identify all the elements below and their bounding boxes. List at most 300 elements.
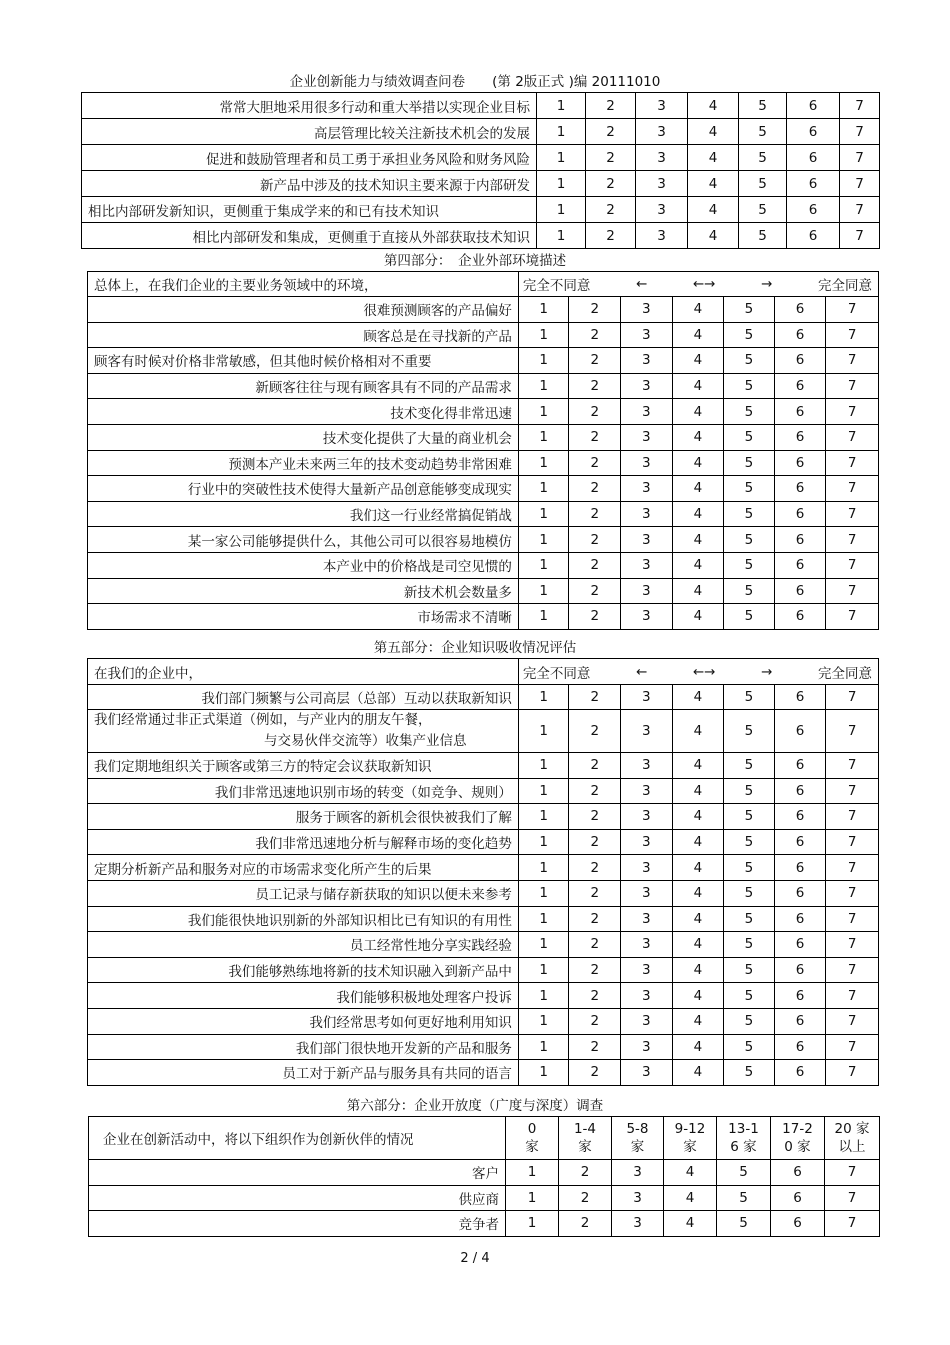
rating-option[interactable]: 7 bbox=[826, 1008, 879, 1034]
rating-option[interactable]: 3 bbox=[621, 710, 673, 753]
rating-option[interactable]: 6 bbox=[774, 829, 826, 855]
rating-option[interactable]: 6 bbox=[774, 373, 826, 399]
question-text: 新产品中涉及的技术知识主要来源于内部研发 bbox=[82, 171, 537, 197]
part6-table bbox=[88, 1116, 880, 1237]
rating-option[interactable]: 3 bbox=[621, 578, 673, 604]
rating-option[interactable]: 2 bbox=[569, 476, 621, 502]
rating-option[interactable]: 5 bbox=[724, 932, 775, 958]
rating-option[interactable]: 6 bbox=[774, 957, 826, 983]
rating-option[interactable]: 2 bbox=[569, 829, 621, 855]
rating-option[interactable]: 4 bbox=[672, 322, 724, 348]
rating-option[interactable]: 3 bbox=[612, 1160, 664, 1186]
rating-option[interactable]: 6 bbox=[787, 171, 840, 197]
rating-option[interactable]: 1 bbox=[518, 829, 569, 855]
rating-option[interactable]: 7 bbox=[826, 1034, 879, 1060]
rating-option[interactable]: 5 bbox=[724, 578, 775, 604]
question-text: 我们能很快地识别新的外部知识相比已有知识的有用性 bbox=[88, 906, 519, 932]
rating-option[interactable]: 2 bbox=[569, 957, 621, 983]
rating-option[interactable]: 1 bbox=[518, 804, 569, 830]
arrow-both-icon: ←→ bbox=[692, 663, 716, 680]
rating-option[interactable]: 3 bbox=[621, 476, 673, 502]
rating-option[interactable]: 1 bbox=[518, 373, 569, 399]
rating-option[interactable]: 7 bbox=[826, 527, 879, 553]
rating-option[interactable]: 1 bbox=[537, 223, 586, 249]
rating-option[interactable]: 7 bbox=[826, 399, 879, 425]
rating-option[interactable]: 3 bbox=[621, 906, 673, 932]
rating-option[interactable]: 4 bbox=[672, 957, 724, 983]
rating-option[interactable]: 3 bbox=[621, 778, 673, 804]
rating-option[interactable]: 2 bbox=[569, 983, 621, 1009]
rating-option[interactable]: 5 bbox=[739, 119, 787, 145]
rating-option[interactable]: 4 bbox=[664, 1185, 717, 1211]
question-text: 技术变化提供了大量的商业机会 bbox=[88, 424, 519, 450]
rating-option[interactable]: 6 bbox=[774, 578, 826, 604]
rating-option[interactable]: 2 bbox=[569, 527, 621, 553]
rating-option[interactable]: 1 bbox=[518, 527, 569, 553]
question-text: 促进和鼓励管理者和员工勇于承担业务风险和财务风险 bbox=[82, 145, 537, 171]
document-header: 企业创新能力与绩效调查问卷 (第 2版正式 )编 20111010 bbox=[289, 74, 661, 90]
rating-option[interactable]: 5 bbox=[724, 1034, 775, 1060]
rating-option[interactable]: 7 bbox=[826, 932, 879, 958]
question-row bbox=[88, 604, 879, 630]
rating-option[interactable]: 6 bbox=[774, 552, 826, 578]
rating-option[interactable]: 1 bbox=[518, 778, 569, 804]
rating-option[interactable]: 4 bbox=[672, 552, 724, 578]
rating-option[interactable]: 5 bbox=[724, 804, 775, 830]
question-row bbox=[88, 348, 879, 374]
rating-option[interactable]: 3 bbox=[621, 424, 673, 450]
rating-option[interactable]: 4 bbox=[672, 880, 724, 906]
rating-option[interactable]: 7 bbox=[825, 1211, 880, 1237]
rating-option[interactable]: 6 bbox=[774, 527, 826, 553]
question-row bbox=[88, 450, 879, 476]
rating-option[interactable]: 7 bbox=[826, 501, 879, 527]
rating-option[interactable]: 7 bbox=[826, 604, 879, 630]
rating-option[interactable]: 2 bbox=[569, 1008, 621, 1034]
rating-option[interactable]: 3 bbox=[621, 685, 673, 710]
rating-option[interactable]: 5 bbox=[739, 223, 787, 249]
rating-option[interactable]: 5 bbox=[724, 424, 775, 450]
rating-option[interactable]: 7 bbox=[840, 93, 880, 119]
rating-option[interactable]: 3 bbox=[636, 197, 688, 223]
rating-option[interactable]: 2 bbox=[586, 119, 636, 145]
rating-option[interactable]: 6 bbox=[787, 197, 840, 223]
rating-option[interactable]: 4 bbox=[688, 119, 739, 145]
rating-option[interactable]: 2 bbox=[569, 753, 621, 779]
rating-option[interactable]: 4 bbox=[664, 1211, 717, 1237]
rating-option[interactable]: 5 bbox=[724, 906, 775, 932]
question-text: 技术变化得非常迅速 bbox=[88, 399, 519, 425]
rating-option[interactable]: 5 bbox=[724, 527, 775, 553]
rating-option[interactable]: 3 bbox=[621, 373, 673, 399]
rating-option[interactable]: 7 bbox=[826, 855, 879, 881]
rating-option[interactable]: 2 bbox=[586, 197, 636, 223]
rating-option[interactable]: 6 bbox=[787, 93, 840, 119]
rating-option[interactable]: 1 bbox=[518, 983, 569, 1009]
rating-option[interactable]: 1 bbox=[518, 1034, 569, 1060]
rating-option[interactable]: 7 bbox=[826, 348, 879, 374]
rating-option[interactable]: 6 bbox=[774, 1060, 826, 1086]
question-row bbox=[88, 578, 879, 604]
part5-intro: 在我们的企业中， bbox=[88, 659, 519, 685]
rating-option[interactable]: 6 bbox=[774, 983, 826, 1009]
column-label-line: 20 家 bbox=[834, 1121, 870, 1137]
rating-option[interactable]: 2 bbox=[559, 1211, 612, 1237]
rating-option[interactable]: 5 bbox=[724, 450, 775, 476]
rating-option[interactable]: 2 bbox=[569, 604, 621, 630]
rating-option[interactable]: 6 bbox=[774, 855, 826, 881]
rating-option[interactable]: 1 bbox=[518, 1008, 569, 1034]
rating-option[interactable]: 6 bbox=[774, 1008, 826, 1034]
rating-option[interactable]: 5 bbox=[724, 297, 775, 323]
rating-option[interactable]: 6 bbox=[774, 778, 826, 804]
rating-option[interactable]: 4 bbox=[672, 527, 724, 553]
rating-option[interactable]: 6 bbox=[774, 932, 826, 958]
rating-option[interactable]: 7 bbox=[826, 578, 879, 604]
rating-option[interactable]: 5 bbox=[717, 1211, 771, 1237]
question-row bbox=[88, 753, 879, 779]
question-row bbox=[88, 322, 879, 348]
rating-option[interactable]: 1 bbox=[518, 685, 569, 710]
rating-option[interactable]: 1 bbox=[518, 348, 569, 374]
rating-option[interactable]: 7 bbox=[825, 1185, 880, 1211]
rating-option[interactable]: 1 bbox=[518, 906, 569, 932]
rating-option[interactable]: 3 bbox=[621, 983, 673, 1009]
rating-option[interactable]: 2 bbox=[559, 1185, 612, 1211]
rating-option[interactable]: 3 bbox=[621, 399, 673, 425]
rating-option[interactable]: 3 bbox=[636, 119, 688, 145]
rating-option[interactable]: 2 bbox=[569, 297, 621, 323]
rating-option[interactable]: 4 bbox=[672, 804, 724, 830]
rating-option[interactable]: 1 bbox=[518, 399, 569, 425]
rating-option[interactable]: 5 bbox=[724, 957, 775, 983]
rating-option[interactable]: 1 bbox=[518, 1060, 569, 1086]
rating-option[interactable]: 4 bbox=[672, 450, 724, 476]
rating-option[interactable]: 1 bbox=[537, 93, 586, 119]
rating-option[interactable]: 3 bbox=[621, 604, 673, 630]
rating-option[interactable]: 4 bbox=[672, 1060, 724, 1086]
rating-option[interactable]: 5 bbox=[724, 373, 775, 399]
rating-option[interactable]: 7 bbox=[826, 804, 879, 830]
rating-option[interactable]: 5 bbox=[724, 322, 775, 348]
question-text: 常常大胆地采用很多行动和重大举措以实现企业目标 bbox=[82, 93, 537, 119]
part4-title: 第四部分： 企业外部环境描述 bbox=[383, 253, 567, 269]
question-row bbox=[88, 527, 879, 553]
rating-option[interactable]: 2 bbox=[569, 1034, 621, 1060]
rating-option[interactable]: 6 bbox=[774, 685, 826, 710]
rating-option[interactable]: 2 bbox=[569, 1060, 621, 1086]
rating-option[interactable]: 3 bbox=[621, 753, 673, 779]
rating-option[interactable]: 6 bbox=[774, 753, 826, 779]
rating-option[interactable]: 5 bbox=[724, 1008, 775, 1034]
rating-option[interactable]: 2 bbox=[569, 424, 621, 450]
rating-option[interactable]: 6 bbox=[774, 297, 826, 323]
rating-option[interactable]: 1 bbox=[518, 476, 569, 502]
rating-option[interactable]: 3 bbox=[621, 1008, 673, 1034]
rating-option[interactable]: 2 bbox=[586, 171, 636, 197]
rating-option[interactable]: 6 bbox=[774, 880, 826, 906]
rating-option[interactable]: 2 bbox=[569, 348, 621, 374]
rating-option[interactable]: 3 bbox=[636, 171, 688, 197]
rating-option[interactable]: 3 bbox=[636, 145, 688, 171]
rating-option[interactable]: 7 bbox=[840, 145, 880, 171]
question-text: 员工经常性地分享实践经验 bbox=[88, 932, 519, 958]
rating-option[interactable]: 7 bbox=[840, 197, 880, 223]
column-label-line: 0 bbox=[527, 1121, 537, 1137]
rating-option[interactable]: 2 bbox=[586, 93, 636, 119]
rating-option[interactable]: 6 bbox=[774, 604, 826, 630]
rating-option[interactable]: 4 bbox=[672, 932, 724, 958]
rating-option[interactable]: 5 bbox=[717, 1160, 771, 1186]
rating-option[interactable]: 7 bbox=[825, 1160, 880, 1186]
rating-option[interactable]: 4 bbox=[672, 829, 724, 855]
rating-option[interactable]: 5 bbox=[724, 829, 775, 855]
rating-option[interactable]: 3 bbox=[621, 880, 673, 906]
rating-option[interactable]: 3 bbox=[612, 1211, 664, 1237]
rating-option[interactable]: 3 bbox=[621, 829, 673, 855]
rating-option[interactable]: 4 bbox=[672, 685, 724, 710]
rating-option[interactable]: 3 bbox=[621, 501, 673, 527]
rating-option[interactable]: 7 bbox=[826, 880, 879, 906]
rating-option[interactable]: 6 bbox=[771, 1211, 825, 1237]
rating-option[interactable]: 1 bbox=[537, 119, 586, 145]
rating-option[interactable]: 5 bbox=[724, 1060, 775, 1086]
rating-option[interactable]: 4 bbox=[688, 171, 739, 197]
rating-option[interactable]: 5 bbox=[717, 1185, 771, 1211]
rating-option[interactable]: 3 bbox=[636, 223, 688, 249]
rating-option[interactable]: 1 bbox=[518, 322, 569, 348]
rating-option[interactable]: 4 bbox=[672, 778, 724, 804]
rating-option[interactable]: 1 bbox=[506, 1211, 559, 1237]
rating-option[interactable]: 7 bbox=[826, 373, 879, 399]
rating-option[interactable]: 1 bbox=[518, 501, 569, 527]
rating-option[interactable]: 7 bbox=[826, 450, 879, 476]
rating-option[interactable]: 4 bbox=[672, 424, 724, 450]
rating-option[interactable]: 3 bbox=[621, 527, 673, 553]
question-row bbox=[88, 373, 879, 399]
rating-option[interactable]: 4 bbox=[672, 906, 724, 932]
rating-option[interactable]: 1 bbox=[518, 710, 569, 753]
question-text-line: 我们经常通过非正式渠道（例如，与产业内的朋友午餐， bbox=[94, 712, 432, 728]
rating-option[interactable]: 4 bbox=[672, 855, 724, 881]
rating-option[interactable]: 2 bbox=[569, 804, 621, 830]
rating-option[interactable]: 4 bbox=[672, 753, 724, 779]
rating-option[interactable]: 3 bbox=[612, 1185, 664, 1211]
rating-option[interactable]: 2 bbox=[569, 450, 621, 476]
rating-option[interactable]: 3 bbox=[621, 1034, 673, 1060]
rating-option[interactable]: 5 bbox=[739, 197, 787, 223]
rating-option[interactable]: 7 bbox=[826, 778, 879, 804]
rating-option[interactable]: 3 bbox=[621, 1060, 673, 1086]
rating-option[interactable]: 6 bbox=[774, 906, 826, 932]
question-row bbox=[88, 476, 879, 502]
rating-option[interactable]: 5 bbox=[724, 753, 775, 779]
rating-option[interactable]: 6 bbox=[774, 322, 826, 348]
rating-option[interactable]: 3 bbox=[621, 957, 673, 983]
rating-option[interactable]: 1 bbox=[518, 855, 569, 881]
rating-option[interactable]: 2 bbox=[569, 880, 621, 906]
rating-option[interactable]: 2 bbox=[569, 855, 621, 881]
rating-option[interactable]: 4 bbox=[672, 399, 724, 425]
rating-option[interactable]: 1 bbox=[518, 552, 569, 578]
arrow-left-icon: ← bbox=[635, 663, 648, 680]
rating-option[interactable]: 4 bbox=[672, 501, 724, 527]
rating-option[interactable]: 2 bbox=[586, 145, 636, 171]
rating-option[interactable]: 7 bbox=[826, 685, 879, 710]
rating-option[interactable]: 2 bbox=[569, 399, 621, 425]
rating-option[interactable]: 5 bbox=[724, 880, 775, 906]
rating-option[interactable]: 4 bbox=[672, 710, 724, 753]
partner-count-column bbox=[664, 1117, 717, 1160]
rating-option[interactable]: 5 bbox=[724, 983, 775, 1009]
rating-option[interactable]: 5 bbox=[739, 171, 787, 197]
rating-option[interactable]: 5 bbox=[724, 855, 775, 881]
rating-option[interactable]: 5 bbox=[724, 604, 775, 630]
rating-option[interactable]: 6 bbox=[774, 450, 826, 476]
rating-option[interactable]: 1 bbox=[518, 932, 569, 958]
rating-option[interactable]: 6 bbox=[774, 1034, 826, 1060]
rating-option[interactable]: 6 bbox=[771, 1160, 825, 1186]
rating-option[interactable]: 1 bbox=[537, 145, 586, 171]
rating-option[interactable]: 1 bbox=[518, 578, 569, 604]
rating-option[interactable]: 1 bbox=[518, 604, 569, 630]
rating-option[interactable]: 5 bbox=[724, 348, 775, 374]
rating-option[interactable]: 2 bbox=[569, 373, 621, 399]
rating-option[interactable]: 5 bbox=[724, 552, 775, 578]
question-row bbox=[82, 145, 880, 171]
rating-option[interactable]: 5 bbox=[724, 399, 775, 425]
rating-option[interactable]: 6 bbox=[787, 119, 840, 145]
arrow-both-icon: ←→ bbox=[692, 276, 716, 292]
rating-option[interactable]: 2 bbox=[569, 710, 621, 753]
rating-option[interactable]: 6 bbox=[774, 804, 826, 830]
column-label-line: 0 家 bbox=[784, 1139, 811, 1155]
rating-option[interactable]: 7 bbox=[826, 297, 879, 323]
rating-option[interactable]: 6 bbox=[771, 1185, 825, 1211]
rating-option[interactable]: 7 bbox=[826, 983, 879, 1009]
rating-option[interactable]: 7 bbox=[840, 223, 880, 249]
rating-option[interactable]: 3 bbox=[621, 932, 673, 958]
rating-option[interactable]: 7 bbox=[826, 322, 879, 348]
rating-option[interactable]: 4 bbox=[672, 373, 724, 399]
rating-option[interactable]: 3 bbox=[621, 804, 673, 830]
rating-option[interactable]: 7 bbox=[826, 957, 879, 983]
rating-option[interactable]: 1 bbox=[518, 753, 569, 779]
rating-option[interactable]: 6 bbox=[774, 399, 826, 425]
rating-option[interactable]: 2 bbox=[569, 578, 621, 604]
question-text: 我们非常迅速地分析与解释市场的变化趋势 bbox=[88, 829, 519, 855]
rating-option[interactable]: 6 bbox=[774, 501, 826, 527]
rating-option[interactable]: 2 bbox=[559, 1160, 612, 1186]
rating-option[interactable]: 3 bbox=[621, 552, 673, 578]
rating-option[interactable]: 1 bbox=[518, 297, 569, 323]
rating-option[interactable]: 3 bbox=[636, 93, 688, 119]
rating-option[interactable]: 5 bbox=[739, 145, 787, 171]
rating-option[interactable]: 1 bbox=[518, 424, 569, 450]
question-row bbox=[88, 1008, 879, 1034]
part3-table bbox=[81, 92, 880, 249]
question-row bbox=[88, 1034, 879, 1060]
rating-option[interactable]: 4 bbox=[688, 145, 739, 171]
question-text: 新顾客往往与现有顾客具有不同的产品需求 bbox=[88, 373, 519, 399]
rating-option[interactable]: 2 bbox=[569, 778, 621, 804]
rating-option[interactable]: 1 bbox=[518, 957, 569, 983]
rating-option[interactable]: 5 bbox=[724, 710, 775, 753]
rating-option[interactable]: 4 bbox=[672, 348, 724, 374]
question-text: 我们能够熟练地将新的技术知识融入到新产品中 bbox=[88, 957, 519, 983]
question-text: 顾客有时候对价格非常敏感，但其他时候价格相对不重要 bbox=[88, 348, 519, 374]
rating-option[interactable]: 1 bbox=[518, 880, 569, 906]
rating-option[interactable]: 1 bbox=[506, 1185, 559, 1211]
rating-option[interactable]: 5 bbox=[724, 501, 775, 527]
rating-option[interactable]: 7 bbox=[826, 552, 879, 578]
rating-option[interactable]: 4 bbox=[672, 604, 724, 630]
rating-option[interactable]: 4 bbox=[672, 476, 724, 502]
rating-option[interactable]: 5 bbox=[739, 93, 787, 119]
rating-option[interactable]: 7 bbox=[840, 119, 880, 145]
rating-option[interactable]: 4 bbox=[672, 297, 724, 323]
rating-option[interactable]: 2 bbox=[586, 223, 636, 249]
rating-option[interactable]: 4 bbox=[672, 1034, 724, 1060]
rating-option[interactable]: 7 bbox=[826, 1060, 879, 1086]
rating-option[interactable]: 4 bbox=[688, 93, 739, 119]
rating-option[interactable]: 1 bbox=[537, 171, 586, 197]
rating-option[interactable]: 5 bbox=[724, 476, 775, 502]
rating-option[interactable]: 2 bbox=[569, 552, 621, 578]
rating-option[interactable]: 1 bbox=[506, 1160, 559, 1186]
rating-option[interactable]: 6 bbox=[787, 145, 840, 171]
rating-option[interactable]: 7 bbox=[826, 906, 879, 932]
rating-option[interactable]: 3 bbox=[621, 348, 673, 374]
rating-option[interactable]: 4 bbox=[688, 223, 739, 249]
rating-option[interactable]: 4 bbox=[664, 1160, 717, 1186]
rating-option[interactable]: 6 bbox=[774, 710, 826, 753]
rating-option[interactable]: 7 bbox=[826, 753, 879, 779]
rating-option[interactable]: 3 bbox=[621, 322, 673, 348]
rating-option[interactable]: 7 bbox=[826, 476, 879, 502]
rating-option[interactable]: 7 bbox=[826, 829, 879, 855]
rating-option[interactable]: 4 bbox=[672, 983, 724, 1009]
rating-option[interactable]: 6 bbox=[774, 476, 826, 502]
rating-option[interactable]: 5 bbox=[724, 685, 775, 710]
rating-option[interactable]: 2 bbox=[569, 322, 621, 348]
rating-option[interactable]: 7 bbox=[826, 424, 879, 450]
rating-option[interactable]: 2 bbox=[569, 932, 621, 958]
question-text: 我们部门频繁与公司高层（总部）互动以获取新知识 bbox=[88, 685, 519, 710]
column-label-line: 家 bbox=[578, 1139, 592, 1155]
rating-option[interactable]: 5 bbox=[724, 778, 775, 804]
rating-option[interactable]: 1 bbox=[537, 197, 586, 223]
rating-option[interactable]: 3 bbox=[621, 450, 673, 476]
rating-option[interactable]: 1 bbox=[518, 450, 569, 476]
rating-option[interactable]: 6 bbox=[774, 348, 826, 374]
rating-option[interactable]: 7 bbox=[840, 171, 880, 197]
rating-option[interactable]: 2 bbox=[569, 906, 621, 932]
rating-option[interactable]: 3 bbox=[621, 297, 673, 323]
rating-option[interactable]: 4 bbox=[672, 1008, 724, 1034]
rating-option[interactable]: 3 bbox=[621, 855, 673, 881]
question-row bbox=[88, 710, 879, 753]
scale-label-agree: 完全同意 bbox=[817, 278, 872, 294]
rating-option[interactable]: 7 bbox=[826, 710, 879, 753]
rating-option[interactable]: 6 bbox=[787, 223, 840, 249]
rating-option[interactable]: 2 bbox=[569, 685, 621, 710]
rating-option[interactable]: 4 bbox=[672, 578, 724, 604]
rating-option[interactable]: 6 bbox=[774, 424, 826, 450]
rating-option[interactable]: 2 bbox=[569, 501, 621, 527]
question-text: 竞争者 bbox=[89, 1211, 506, 1237]
rating-option[interactable]: 4 bbox=[688, 197, 739, 223]
